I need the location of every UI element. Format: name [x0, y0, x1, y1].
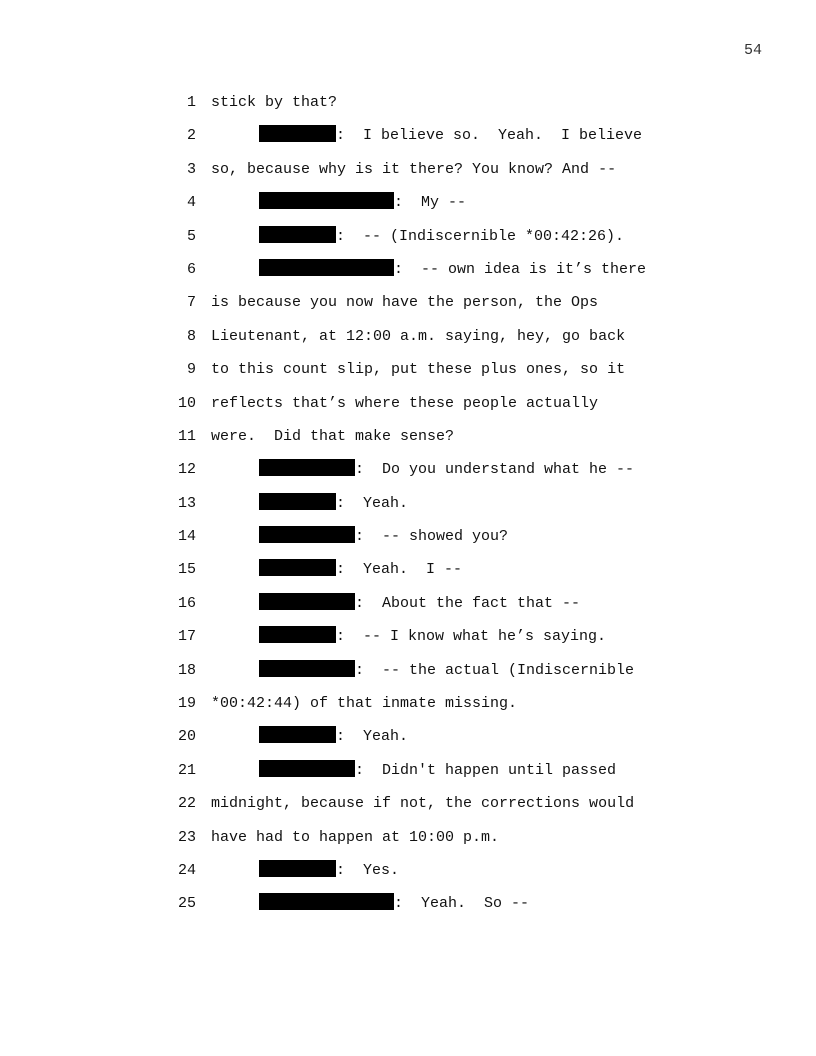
line-text: [211, 787, 634, 820]
redacted-speaker-name: [259, 760, 355, 777]
speaker-turn: [259, 220, 624, 253]
speaker-turn: [259, 453, 634, 486]
line-text: stick by that?: [211, 94, 338, 111]
line-number: 1: [186, 94, 196, 111]
line-text: : Yeah. So --: [394, 895, 530, 913]
speaker-turn: [259, 854, 399, 887]
line-text: midnight, because if not, the corrections would: [211, 795, 635, 813]
transcript-line: [0, 119, 816, 152]
redacted-speaker-name: [259, 526, 355, 543]
line-number: 24: [177, 861, 196, 879]
transcript-line: [0, 787, 816, 820]
line-number: 22: [177, 795, 196, 813]
redacted-speaker-name: [259, 192, 394, 209]
line-text: *00:42:44) of that inmate missing.: [211, 695, 518, 713]
line-number: 9: [186, 361, 196, 379]
transcript-line: [0, 821, 816, 854]
line-number: 6: [186, 260, 196, 278]
transcript-line: [0, 754, 816, 787]
line-number: 5: [186, 227, 196, 245]
line-text: to this count slip, put these plus ones, so it: [211, 361, 626, 379]
line-number: 12: [177, 461, 196, 479]
line-text: : Didn't happen until passed: [355, 761, 617, 779]
line-number: 20: [177, 728, 196, 746]
transcript-line: [0, 553, 816, 586]
redacted-speaker-name: [259, 726, 336, 743]
redacted-speaker-name: [259, 626, 336, 643]
line-text: [211, 286, 598, 319]
redacted-speaker-name: [259, 559, 336, 576]
line-text: : Yeah.: [336, 494, 409, 512]
redacted-speaker-name: [259, 259, 394, 276]
transcript-line: [0, 320, 816, 353]
transcript-line: [0, 720, 816, 753]
redacted-speaker-name: [259, 593, 355, 610]
line-number: 2: [186, 127, 196, 145]
speaker-turn: [259, 887, 529, 920]
transcript-body: [0, 86, 816, 921]
transcript-line: [0, 86, 816, 119]
speaker-turn: [259, 553, 462, 586]
transcript-line: [0, 520, 816, 553]
line-text: : I believe so. Yeah. I believe: [336, 127, 643, 145]
transcript-line: [0, 453, 816, 486]
transcript-line: [0, 854, 816, 887]
transcript-line: [0, 286, 816, 319]
line-number: 25: [177, 895, 196, 913]
speaker-turn: [259, 620, 606, 653]
line-number: 4: [186, 194, 196, 212]
redacted-speaker-name: [259, 660, 355, 677]
line-number: 17: [177, 628, 196, 646]
line-text: : -- the actual (Indiscernible: [355, 661, 635, 679]
speaker-turn: [259, 487, 408, 520]
line-text: : My --: [394, 194, 467, 212]
line-number: 18: [177, 661, 196, 679]
line-number: 7: [186, 294, 196, 312]
line-text: : Do you understand what he --: [355, 461, 635, 479]
transcript-line: [0, 253, 816, 286]
line-number: 11: [177, 427, 196, 445]
line-text: : Yeah.: [336, 728, 409, 746]
redacted-speaker-name: [259, 860, 336, 877]
line-text: : Yeah. I --: [336, 561, 463, 579]
line-text: were. Did that make sense?: [211, 427, 455, 445]
line-text: [211, 353, 625, 386]
line-number: 23: [177, 828, 196, 846]
line-number: 15: [177, 561, 196, 579]
speaker-turn: [259, 654, 634, 687]
redacted-speaker-name: [259, 893, 394, 910]
redacted-speaker-name: [259, 125, 336, 142]
line-text: : Yes.: [336, 861, 400, 879]
redacted-speaker-name: [259, 459, 355, 476]
speaker-turn: [259, 720, 408, 753]
transcript-line: [0, 487, 816, 520]
transcript-line: [0, 587, 816, 620]
line-text: have had to happen at 10:00 p.m.: [211, 828, 500, 846]
line-text: is because you now have the person, the Ops: [211, 294, 599, 312]
line-text: Lieutenant, at 12:00 a.m. saying, hey, go back: [211, 327, 626, 345]
transcript-line: [0, 220, 816, 253]
line-number: 19: [177, 695, 196, 713]
line-text: reflects that’s where these people actually: [211, 394, 599, 412]
line-number: 21: [177, 761, 196, 779]
line-text: so, because why is it there? You know? And --: [211, 160, 617, 178]
line-number: 3: [186, 160, 196, 178]
line-text: [211, 687, 517, 720]
line-text: : About the fact that --: [355, 594, 581, 612]
line-number: 14: [177, 528, 196, 546]
transcript-line: [0, 420, 816, 453]
transcript-line: [0, 887, 816, 920]
line-number: 13: [177, 494, 196, 512]
line-text: : -- I know what he’s saying.: [336, 628, 607, 646]
line-text: [211, 387, 598, 420]
speaker-turn: [259, 754, 616, 787]
line-text: : -- showed you?: [355, 528, 509, 546]
page-number: 54: [743, 42, 762, 59]
redacted-speaker-name: [259, 226, 336, 243]
line-number: 8: [186, 327, 196, 345]
line-number: 10: [177, 394, 196, 412]
speaker-turn: [259, 186, 466, 219]
line-text: [211, 153, 616, 186]
line-text: [211, 420, 454, 453]
line-number: 16: [177, 594, 196, 612]
speaker-turn: [259, 253, 646, 286]
transcript-line: [0, 387, 816, 420]
line-text: [211, 86, 337, 119]
transcript-line: [0, 153, 816, 186]
line-text: : -- own idea is it’s there: [394, 260, 647, 278]
speaker-turn: [259, 587, 580, 620]
line-text: : -- (Indiscernible *00:42:26).: [336, 227, 625, 245]
transcript-line: [0, 687, 816, 720]
transcript-line: [0, 654, 816, 687]
line-text: [211, 320, 625, 353]
line-text: [211, 821, 499, 854]
speaker-turn: [259, 520, 508, 553]
transcript-line: [0, 186, 816, 219]
transcript-line: [0, 620, 816, 653]
transcript-line: [0, 353, 816, 386]
redacted-speaker-name: [259, 493, 336, 510]
speaker-turn: [259, 119, 642, 152]
